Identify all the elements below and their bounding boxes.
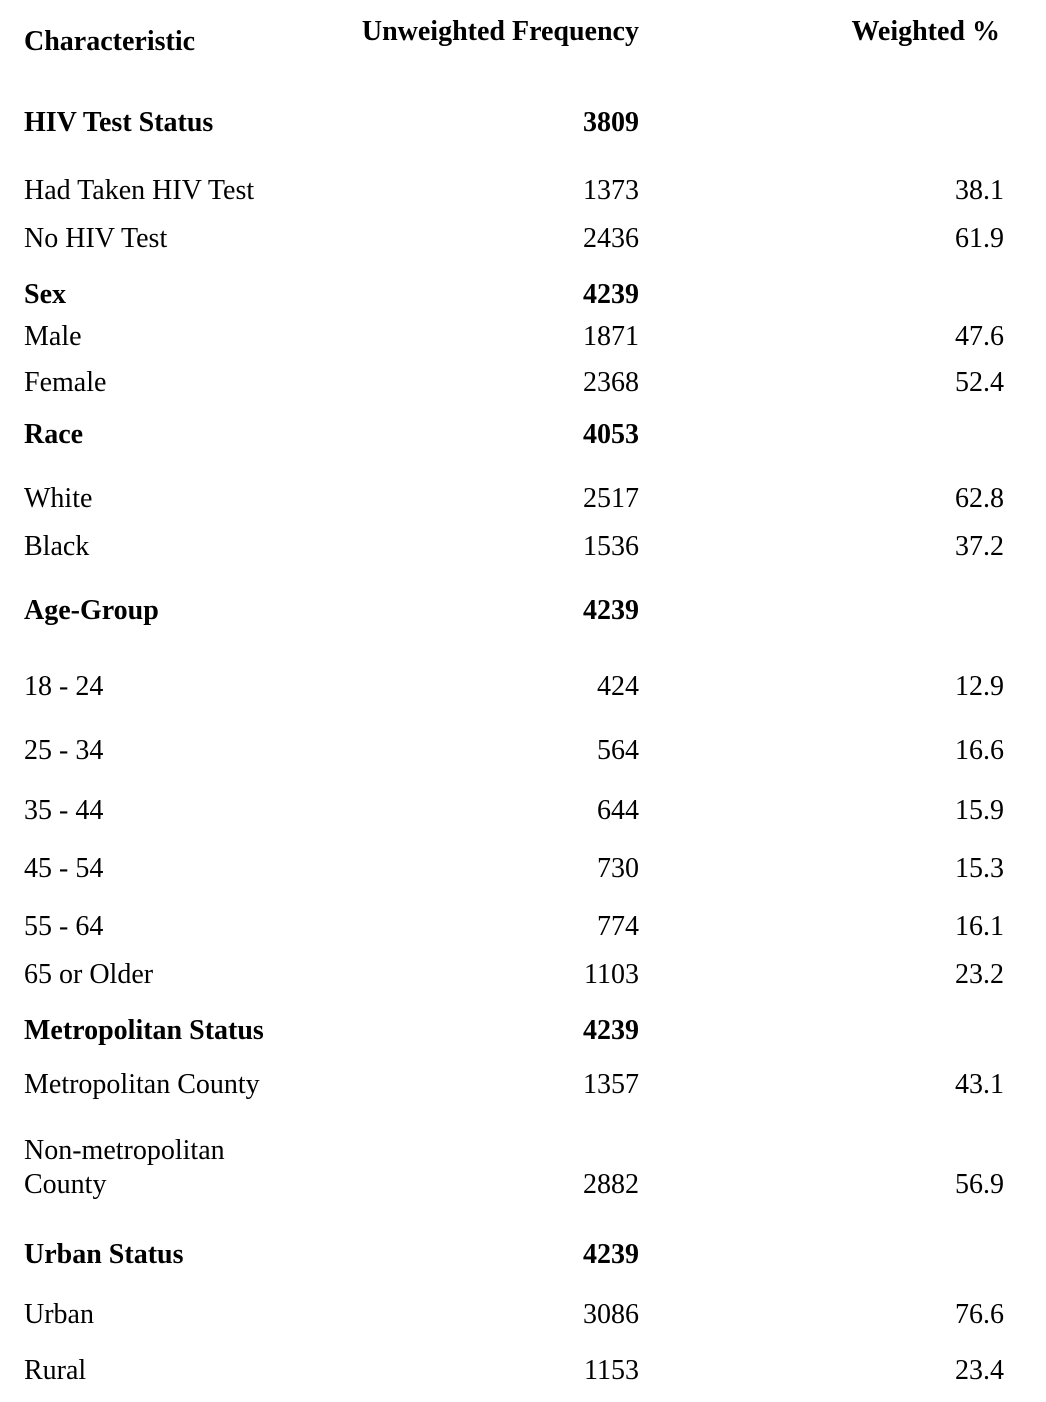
- table-row-age-45-54: [0, 852, 1046, 886]
- row-weighted-percent: 61.9: [955, 223, 1004, 254]
- table-row-age-group: [0, 594, 1046, 628]
- row-label: Metropolitan Status: [24, 1015, 264, 1046]
- row-label: Metropolitan County: [24, 1069, 260, 1100]
- row-frequency: 4239: [583, 595, 639, 626]
- table-row-female: [0, 366, 1046, 400]
- row-frequency: 4239: [583, 1015, 639, 1046]
- row-frequency: 644: [597, 795, 639, 826]
- row-label: 25 - 34: [24, 735, 104, 766]
- table-row-age-25-34: [0, 734, 1046, 768]
- row-weighted-percent: 38.1: [955, 175, 1004, 206]
- table-row-male: [0, 320, 1046, 354]
- row-label: Non-metropolitan County: [24, 1135, 225, 1200]
- row-weighted-percent: 23.4: [955, 1355, 1004, 1386]
- row-frequency: 2517: [583, 483, 639, 514]
- table-row-no-hiv-test: [0, 222, 1046, 256]
- table-row-rural: [0, 1354, 1046, 1388]
- row-label: No HIV Test: [24, 223, 168, 254]
- row-frequency: 3809: [583, 107, 639, 138]
- row-label: Female: [24, 367, 107, 398]
- row-label: Rural: [24, 1355, 87, 1386]
- row-frequency: 424: [597, 671, 639, 702]
- row-weighted-percent: 12.9: [955, 671, 1004, 702]
- row-label: 18 - 24: [24, 671, 104, 702]
- row-frequency: 4053: [583, 419, 639, 450]
- row-weighted-percent: 23.2: [955, 959, 1004, 990]
- row-weighted-percent: 37.2: [955, 531, 1004, 562]
- row-weighted-percent: 15.9: [955, 795, 1004, 826]
- row-frequency: 564: [597, 735, 639, 766]
- table-row-non-metropolitan-county: [0, 1134, 1046, 1202]
- row-frequency: 1373: [583, 175, 639, 206]
- header-characteristic: Characteristic: [24, 26, 196, 57]
- row-frequency: 1357: [583, 1069, 639, 1100]
- table-row-age-35-44: [0, 794, 1046, 828]
- row-label: 35 - 44: [24, 795, 104, 826]
- row-label: Age-Group: [24, 595, 159, 626]
- row-frequency: 1536: [583, 531, 639, 562]
- row-frequency: 1103: [584, 959, 639, 990]
- table-row-urban: [0, 1298, 1046, 1332]
- table-row-race: [0, 418, 1046, 452]
- table-row-metropolitan-county: [0, 1068, 1046, 1102]
- table-row-metropolitan-status: [0, 1014, 1046, 1048]
- row-label: Had Taken HIV Test: [24, 175, 255, 206]
- row-frequency: 2368: [583, 367, 639, 398]
- row-weighted-percent: 16.1: [955, 911, 1004, 942]
- row-frequency: 4239: [583, 1239, 639, 1270]
- row-label: Black: [24, 531, 90, 562]
- row-weighted-percent: 62.8: [955, 483, 1004, 514]
- table-row-age-18-24: [0, 670, 1046, 704]
- table-row-white: [0, 482, 1046, 516]
- row-label: White: [24, 483, 93, 514]
- row-label: HIV Test Status: [24, 107, 214, 138]
- table-row-hiv-test-status: [0, 106, 1046, 140]
- row-weighted-percent: 52.4: [955, 367, 1004, 398]
- row-label: Sex: [24, 279, 66, 310]
- row-weighted-percent: 76.6: [955, 1299, 1004, 1330]
- row-weighted-percent: 16.6: [955, 735, 1004, 766]
- table-row-age-55-64: [0, 910, 1046, 944]
- row-weighted-percent: 47.6: [955, 321, 1004, 352]
- table-row-age-65-or-older: [0, 958, 1046, 992]
- row-frequency: 2882: [583, 1169, 639, 1200]
- row-frequency: 1871: [583, 321, 639, 352]
- row-frequency: 730: [597, 853, 639, 884]
- header-unweighted-frequency: Unweighted Frequency: [361, 16, 639, 47]
- row-frequency: 1153: [584, 1355, 639, 1386]
- row-frequency: 774: [597, 911, 639, 942]
- table-row-had-taken-hiv-test: [0, 174, 1046, 208]
- table-row-black: [0, 530, 1046, 564]
- row-label: Urban: [24, 1299, 94, 1330]
- table-row-urban-status: [0, 1238, 1046, 1272]
- row-label: 45 - 54: [24, 853, 104, 884]
- row-weighted-percent: 43.1: [955, 1069, 1004, 1100]
- row-frequency: 4239: [583, 279, 639, 310]
- row-label: 65 or Older: [24, 959, 154, 990]
- row-label: 55 - 64: [24, 911, 104, 942]
- row-label: Male: [24, 321, 82, 352]
- row-label: Race: [24, 419, 84, 450]
- row-label: Urban Status: [24, 1239, 184, 1270]
- row-frequency: 3086: [583, 1299, 639, 1330]
- row-weighted-percent: 56.9: [955, 1169, 1004, 1200]
- row-weighted-percent: 15.3: [955, 853, 1004, 884]
- table-row-sex: [0, 278, 1046, 312]
- header-weighted-percent: Weighted %: [851, 16, 1000, 47]
- row-frequency: 2436: [583, 223, 639, 254]
